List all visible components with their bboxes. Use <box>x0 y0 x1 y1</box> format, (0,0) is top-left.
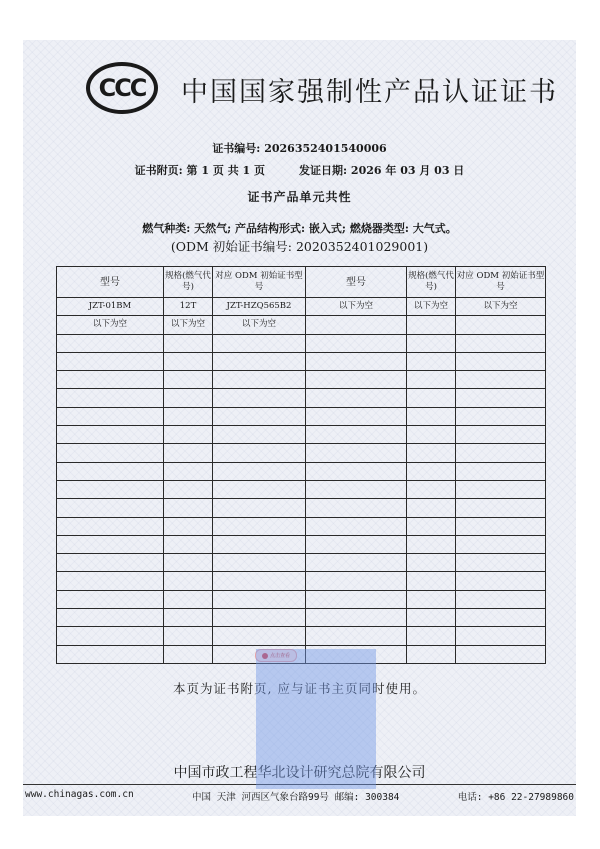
table-row <box>57 590 546 608</box>
table-cell <box>213 389 306 407</box>
table-cell: 以下为空 <box>407 298 456 316</box>
table-cell <box>213 371 306 389</box>
table-cell <box>57 480 164 498</box>
table-cell <box>456 590 546 608</box>
company-name: 中国市政工程华北设计研究总院有限公司 <box>173 765 426 781</box>
table-cell <box>456 334 546 352</box>
table-row <box>57 334 546 352</box>
table-cell <box>456 517 546 535</box>
table-row <box>57 444 546 462</box>
table-cell <box>213 352 306 370</box>
table-cell <box>164 389 213 407</box>
issue-date: 发证日期: 2026 年 03 月 03 日 <box>299 164 465 177</box>
table-cell <box>213 407 306 425</box>
table-cell <box>213 572 306 590</box>
table-cell <box>57 609 164 627</box>
table-cell <box>407 444 456 462</box>
table-cell <box>164 517 213 535</box>
table-cell <box>407 572 456 590</box>
table-cell <box>164 352 213 370</box>
table-cell <box>57 371 164 389</box>
table-header-row <box>57 267 546 298</box>
header-model: 型号 <box>57 267 164 298</box>
table-cell <box>407 535 456 553</box>
table-row <box>57 352 546 370</box>
table-cell <box>57 627 164 645</box>
table-cell <box>164 572 213 590</box>
header-spec: 规格(燃气代号) <box>164 267 213 298</box>
table-cell <box>57 517 164 535</box>
table-cell <box>306 334 407 352</box>
table-cell <box>306 590 407 608</box>
header-odm-model: 对应 ODM 初始证书型号 <box>213 267 306 298</box>
table-cell <box>164 627 213 645</box>
table-cell: 以下为空 <box>164 316 213 334</box>
table-row <box>57 609 546 627</box>
table-cell <box>164 426 213 444</box>
table-cell <box>407 480 456 498</box>
table-cell <box>407 316 456 334</box>
table-cell <box>306 535 407 553</box>
table-cell <box>57 334 164 352</box>
table-cell <box>306 389 407 407</box>
table-cell <box>306 371 407 389</box>
ccc-logo <box>86 62 158 114</box>
table-cell <box>57 407 164 425</box>
table-cell <box>164 590 213 608</box>
attachment-note: 本页为证书附页, 应与证书主页同时使用。 <box>173 681 426 696</box>
table-cell <box>306 426 407 444</box>
table-cell <box>456 407 546 425</box>
document-title: 中国国家强制性产品认证证书 <box>181 77 558 108</box>
table-cell <box>456 316 546 334</box>
table-cell <box>456 389 546 407</box>
table-cell <box>164 645 213 663</box>
table-cell <box>164 371 213 389</box>
table-row <box>57 371 546 389</box>
table-row <box>57 627 546 645</box>
table-cell <box>456 609 546 627</box>
table-cell <box>213 444 306 462</box>
table-row <box>57 480 546 498</box>
table-cell <box>306 316 407 334</box>
header-model-2: 型号 <box>306 267 407 298</box>
table-cell <box>164 480 213 498</box>
table-row <box>57 298 546 316</box>
table-cell <box>407 352 456 370</box>
table-cell <box>407 554 456 572</box>
table-cell <box>456 535 546 553</box>
table-cell: JZT-HZQ565B2 <box>213 298 306 316</box>
table-cell <box>456 352 546 370</box>
table-cell <box>407 389 456 407</box>
table-cell <box>407 407 456 425</box>
certificate-number: 证书编号: 2026352401540006 <box>212 142 387 155</box>
table-cell <box>306 499 407 517</box>
table-cell <box>407 334 456 352</box>
table-cell <box>164 609 213 627</box>
table-cell <box>213 535 306 553</box>
table-cell <box>213 554 306 572</box>
table-cell <box>164 554 213 572</box>
table-cell <box>456 444 546 462</box>
table-row <box>57 426 546 444</box>
table-cell: 以下为空 <box>306 298 407 316</box>
spec-line: 燃气种类: 天然气; 产品结构形式: 嵌入式; 燃烧器类型: 大气式。 <box>142 222 457 235</box>
table-cell: 12T <box>164 298 213 316</box>
table-cell <box>57 572 164 590</box>
table-cell <box>57 590 164 608</box>
table-cell <box>306 352 407 370</box>
table-cell <box>456 480 546 498</box>
table-cell <box>213 517 306 535</box>
table-cell <box>164 535 213 553</box>
table-cell <box>456 499 546 517</box>
table-cell <box>213 334 306 352</box>
table-cell <box>164 334 213 352</box>
table-cell <box>57 645 164 663</box>
table-cell <box>407 426 456 444</box>
table-cell <box>306 517 407 535</box>
table-row <box>57 316 546 334</box>
table-cell <box>213 499 306 517</box>
table-cell <box>213 590 306 608</box>
table-cell <box>407 371 456 389</box>
table-cell <box>57 444 164 462</box>
table-cell <box>57 462 164 480</box>
odm-line: (ODM 初始证书编号: 2020352401029001) <box>170 239 429 254</box>
table-cell: JZT-01BM <box>57 298 164 316</box>
page-label: 证书附页: 第 1 页 共 1 页 <box>134 164 266 177</box>
table-row <box>57 389 546 407</box>
table-cell <box>306 444 407 462</box>
table-row <box>57 462 546 480</box>
address: 中国 天津 河西区气象台路99号 邮编: 300384 <box>192 792 400 803</box>
table-row <box>57 554 546 572</box>
selection-highlight <box>256 649 376 789</box>
table-cell <box>407 627 456 645</box>
table-cell <box>456 371 546 389</box>
table-row <box>57 572 546 590</box>
table-cell <box>306 572 407 590</box>
table-cell <box>407 462 456 480</box>
table-cell <box>306 462 407 480</box>
table-cell <box>306 407 407 425</box>
model-table <box>56 266 546 664</box>
table-cell <box>407 499 456 517</box>
table-cell: 以下为空 <box>456 298 546 316</box>
table-cell: 以下为空 <box>57 316 164 334</box>
header-spec-2: 规格(燃气代号) <box>407 267 456 298</box>
table-row <box>57 499 546 517</box>
table-cell <box>456 627 546 645</box>
website-link[interactable]: www.chinagas.com.cn <box>25 789 134 800</box>
table-cell <box>213 426 306 444</box>
table-row <box>57 535 546 553</box>
table-cell <box>57 426 164 444</box>
common-title: 证书产品单元共性 <box>247 190 352 204</box>
table-cell <box>213 627 306 645</box>
table-cell <box>407 590 456 608</box>
table-cell <box>407 517 456 535</box>
table-cell <box>57 389 164 407</box>
table-cell <box>57 554 164 572</box>
footer-contact <box>25 789 574 803</box>
table-cell <box>57 499 164 517</box>
table-cell <box>306 480 407 498</box>
table-cell <box>456 462 546 480</box>
header-odm-model-2: 对应 ODM 初始证书型号 <box>456 267 546 298</box>
table-cell <box>306 627 407 645</box>
ccc-logo-text: CCC <box>98 74 146 102</box>
table-cell <box>407 645 456 663</box>
table-cell <box>213 480 306 498</box>
table-cell <box>57 535 164 553</box>
phone: 电话: +86 22-27989860 <box>457 792 574 803</box>
table-cell <box>306 609 407 627</box>
table-cell <box>306 554 407 572</box>
table-cell <box>407 609 456 627</box>
table-cell <box>164 444 213 462</box>
table-cell <box>164 499 213 517</box>
table-row <box>57 517 546 535</box>
view-stamp-label: 点击查看 <box>269 653 290 659</box>
table-cell: 以下为空 <box>213 316 306 334</box>
page-info <box>23 162 576 178</box>
table-cell <box>456 572 546 590</box>
table-cell <box>456 645 546 663</box>
table-cell <box>213 462 306 480</box>
table-cell <box>456 426 546 444</box>
table-cell <box>213 609 306 627</box>
table-row <box>57 407 546 425</box>
table-cell <box>57 352 164 370</box>
table-cell <box>164 407 213 425</box>
table-cell <box>164 462 213 480</box>
table-cell <box>456 554 546 572</box>
